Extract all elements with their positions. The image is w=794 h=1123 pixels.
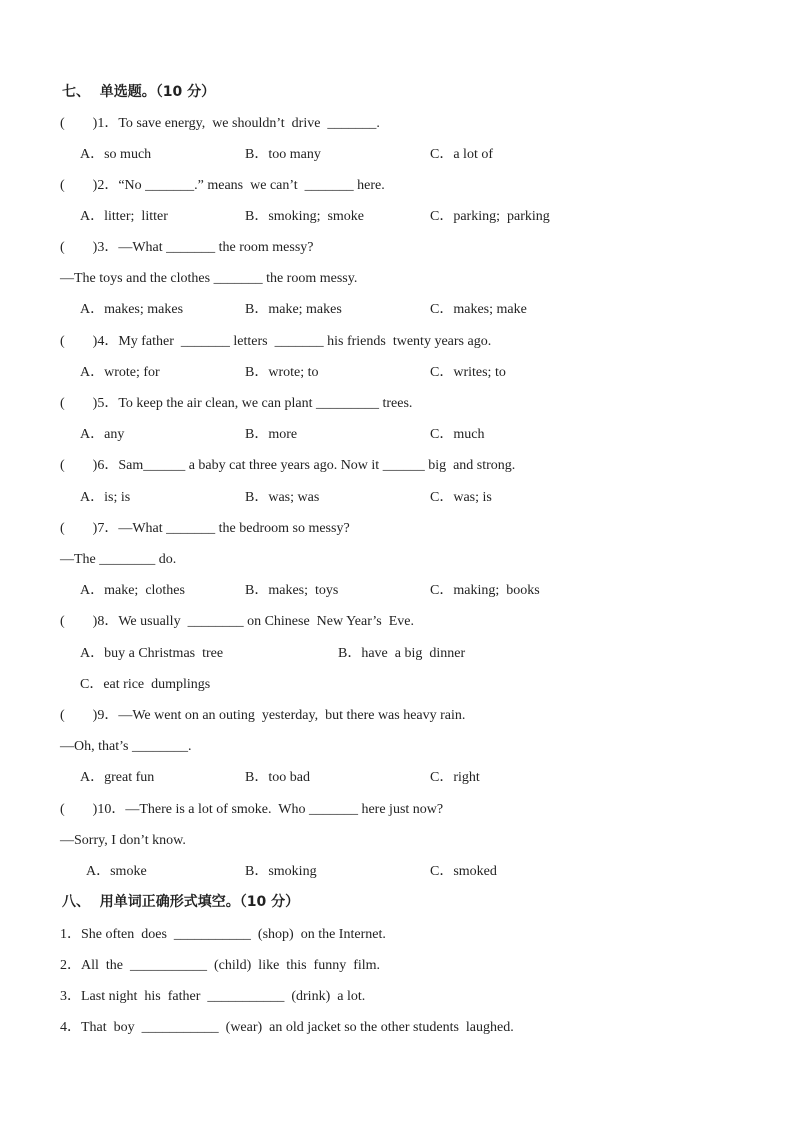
question-6-option-c: C．was; is — [430, 490, 492, 505]
question-7-stem-answer: —The ________ do. — [60, 552, 177, 567]
fill-item-4: 4．That boy ___________ (wear) an old jacket so the other students laughed. — [60, 1020, 514, 1035]
question-2-option-c: C．parking; parking — [430, 209, 550, 224]
fill-item-3: 3．Last night his father ___________ (drink) a lot. — [60, 989, 366, 1004]
fill-item-2: 2．All the ___________ (child) like this funny film. — [60, 958, 381, 973]
question-1-option-c: C．a lot of — [430, 147, 493, 162]
section-7-title: 七、 单选题。（10 分） — [62, 84, 216, 100]
fill-item-1: 1．She often does ___________ (shop) on the Internet. — [60, 927, 386, 942]
question-3-option-a: A．makes; makes — [80, 302, 184, 317]
section-8-title: 八、 用单词正确形式填空。（10 分） — [62, 894, 300, 910]
question-6-option-b: B．was; was — [245, 490, 320, 505]
question-3-option-b: B．make; makes — [245, 302, 342, 317]
question-9-option-c: C．right — [430, 770, 480, 785]
question-4-option-c: C．writes; to — [430, 365, 506, 380]
question-9-option-b: B．too bad — [245, 770, 310, 785]
question-4-option-a: A．wrote; for — [80, 365, 160, 380]
question-4-option-b: B．wrote; to — [245, 365, 319, 380]
question-9-stem-answer: —Oh, that’s ________. — [60, 739, 192, 754]
question-9-option-a: A．great fun — [80, 770, 155, 785]
question-10-option-b: B．smoking — [245, 864, 317, 879]
question-7-option-b: B．makes; toys — [245, 583, 339, 598]
question-9-stem: ( )9．—We went on an outing yesterday, but there was heavy rain. — [60, 708, 466, 723]
question-6-stem: ( )6．Sam______ a baby cat three years ago. Now it ______ big and strong. — [60, 458, 516, 473]
question-7-option-a: A．make; clothes — [80, 583, 185, 598]
question-1-option-b: B．too many — [245, 147, 321, 162]
question-2-option-a: A．litter; litter — [80, 209, 168, 224]
question-10-stem-answer: —Sorry, I don’t know. — [60, 833, 186, 848]
question-3-option-c: C．makes; make — [430, 302, 527, 317]
question-7-stem: ( )7．—What _______ the bedroom so messy? — [60, 521, 350, 536]
question-3-stem-answer: —The toys and the clothes _______ the room messy. — [60, 271, 358, 286]
question-4-stem: ( )4．My father _______ letters _______ his friends twenty years ago. — [60, 334, 492, 349]
question-2-stem: ( )2．“No _______.” means we can’t _______ here. — [60, 178, 385, 193]
question-8-stem: ( )8．We usually ________ on Chinese New Year’s Eve. — [60, 614, 415, 629]
question-6-option-a: A．is; is — [80, 490, 131, 505]
question-5-option-b: B．more — [245, 427, 298, 442]
question-1-stem: ( )1．To save energy, we shouldn’t drive _______. — [60, 116, 380, 131]
question-5-option-c: C．much — [430, 427, 485, 442]
question-8-option-b: B．have a big dinner — [338, 646, 466, 661]
question-10-stem: ( )10．—There is a lot of smoke. Who _______ here just now? — [60, 802, 444, 817]
question-8-option-c: C．eat rice dumplings — [80, 677, 211, 692]
question-3-stem: ( )3．—What _______ the room messy? — [60, 240, 314, 255]
question-2-option-b: B．smoking; smoke — [245, 209, 365, 224]
question-7-option-c: C．making; books — [430, 583, 540, 598]
question-8-option-a: A．buy a Christmas tree — [80, 646, 224, 661]
question-5-option-a: A．any — [80, 427, 125, 442]
question-1-option-a: A．so much — [80, 147, 152, 162]
question-5-stem: ( )5．To keep the air clean, we can plant _________ trees. — [60, 396, 413, 411]
question-10-option-c: C．smoked — [430, 864, 497, 879]
question-10-option-a: A．smoke — [86, 864, 147, 879]
